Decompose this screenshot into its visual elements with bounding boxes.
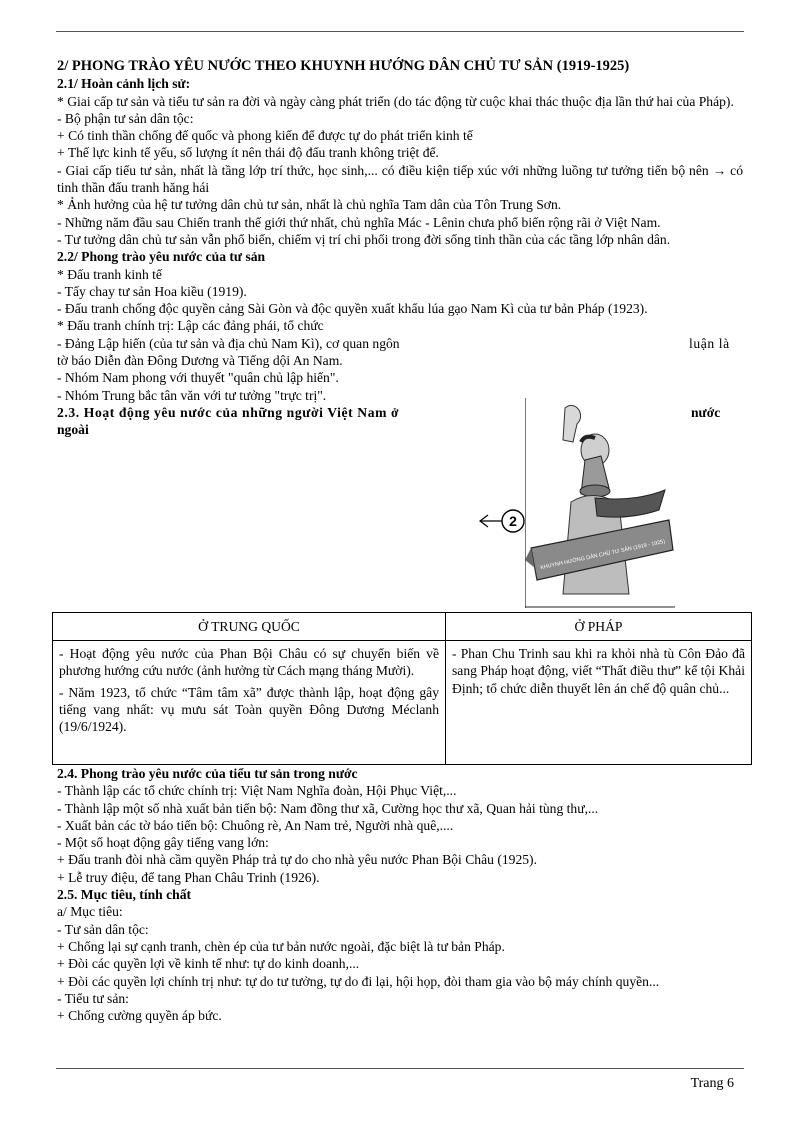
list-item: + Lễ truy điệu, để tang Phan Châu Trinh (1926). — [57, 869, 320, 885]
section-2-3-title-left: 2.3. Hoạt động yêu nước của những người Việt Nam ở — [57, 404, 400, 420]
column-header-france: Ở PHÁP — [446, 613, 752, 641]
paragraph: - Tư tưởng dân chủ tư sản vẫn phổ biến, chiếm vị trí chi phối trong đời sống tinh thần của các tầng lớp nhân dân. — [57, 231, 671, 247]
header-rule — [56, 31, 744, 32]
arrow-badge-icon — [476, 506, 526, 536]
section-heading: 2/ PHONG TRÀO YÊU NƯỚC THEO KHUYNH HƯỚNG DÂN CHỦ TƯ SẢN (1919-1925) — [57, 58, 630, 74]
paragraph: - Bộ phận tư sản dân tộc: — [57, 110, 194, 126]
comparison-table — [52, 612, 752, 765]
upper-content — [57, 58, 743, 439]
page-number: Trang 6 — [690, 1076, 734, 1091]
propaganda-illustration — [525, 398, 675, 608]
paragraph: tờ báo Diễn đàn Đông Dương và Tiếng dội An Nam. — [57, 353, 343, 369]
paragraph: + Đòi các quyền lợi về kinh tế như: tự do kinh doanh,... — [57, 956, 360, 972]
paragraph: a/ Mục tiêu: — [57, 904, 123, 920]
section-2-1-title: 2.1/ Hoàn cảnh lịch sử: — [57, 76, 191, 92]
paragraph-left: - Đảng Lập hiến (của tư sản và địa chủ Nam Kì), cơ quan ngôn — [57, 335, 400, 351]
paragraph: - Giai cấp tiểu tư sản, nhất là tầng lớp trí thức, học sinh,... có điều kiện tiếp xúc với những luồng tư tưởng tiến bộ nên → có tinh thần đấu tranh hăng hái — [57, 162, 743, 196]
cell-china — [53, 641, 446, 765]
list-item: - Xuất bản các tờ báo tiến bộ: Chuông rè, An Nam trẻ, Người nhà quê,.... — [57, 817, 454, 833]
paragraph-wrap — [57, 335, 743, 352]
cell-paragraph: - Hoạt động yêu nước của Phan Bội Châu có sự chuyển biến về phương hướng cứu nước (ảnh hưởng từ Cách mạng tháng Mười). — [59, 646, 439, 679]
paragraph: - Đấu tranh chống độc quyền cảng Sài Gòn và độc quyền xuất khẩu lúa gạo Nam Kì của tư bản Pháp (1923). — [57, 301, 648, 317]
section-2-4-title: 2.4. Phong trào yêu nước của tiểu tư sản trong nước — [57, 766, 358, 781]
banner-text: KHUYNH HƯỚNG DÂN CHỦ TƯ SẢN (1919 - 1925) — [539, 538, 666, 572]
list-item: - Thành lập một số nhà xuất bản tiến bộ: Nam đồng thư xã, Cường học thư xã, Quan hải tùng thư,... — [57, 800, 599, 816]
section-2-5-title: 2.5. Mục tiêu, tính chất — [57, 887, 192, 903]
paragraph: - Tiểu tư sản: — [57, 990, 129, 1006]
paragraph: - Nhóm Nam phong với thuyết "quân chủ lập hiến". — [57, 370, 339, 386]
paragraph: + Thế lực kinh tế yếu, số lượng ít nên thái độ đấu tranh không triệt để. — [57, 145, 439, 161]
badge-number: 2 — [509, 513, 517, 529]
paragraph: - Nhóm Trung bắc tân văn với tư tưởng "trực trị". — [57, 387, 327, 403]
paragraph: * Giai cấp tư sản và tiểu tư sản ra đời và ngày càng phát triển (do tác động từ cuộc khai thác thuộc địa lần thứ hai của Pháp). — [57, 93, 734, 109]
paragraph-right: luận là — [689, 335, 730, 351]
cell-paragraph: - Phan Chu Trinh sau khi ra khỏi nhà tù Côn Đảo đã sang Pháp hoạt động, viết “Thất điều thư” kể tội Khải Định; tổ chức diễn thuyết lên án chế độ quân chủ... — [452, 646, 745, 696]
paragraph: - Tư sản dân tộc: — [57, 921, 149, 937]
paragraph: - Những năm đầu sau Chiến tranh thế giới thứ nhất, chủ nghĩa Mác - Lênin chưa phổ biến rộng rãi ở Việt Nam. — [57, 214, 661, 230]
paragraph: * Ảnh hưởng của hệ tư tưởng dân chủ tư sản, nhất là chủ nghĩa Tam dân của Tôn Trung Sơn. — [57, 197, 562, 213]
paragraph: + Có tinh thần chống đế quốc và phong kiến để được tự do phát triển kinh tế — [57, 128, 473, 144]
section-2-3-title-right: nước — [691, 404, 721, 420]
table-row — [53, 641, 752, 765]
list-item: + Đấu tranh đòi nhà cầm quyền Pháp trả tự do cho nhà yêu nước Phan Bội Châu (1925). — [57, 852, 537, 868]
footer-rule — [56, 1068, 744, 1069]
cell-france — [446, 641, 752, 765]
paragraph: * Đấu tranh chính trị: Lập các đảng phái, tổ chức — [57, 318, 324, 334]
section-2-3-title-cont: ngoài — [57, 422, 89, 438]
list-item: - Một số hoạt động gây tiếng vang lớn: — [57, 835, 269, 851]
column-header-china: Ở TRUNG QUỐC — [53, 613, 446, 641]
cell-paragraph: - Năm 1923, tổ chức “Tâm tâm xã” được thành lập, hoạt động gây tiếng vang nhất: vụ mưu sát Toàn quyền Đông Dương Méclanh (19/6/1924). — [59, 684, 439, 735]
lower-content — [57, 765, 743, 1024]
paragraph: + Đòi các quyền lợi chính trị như: tự do tư tưởng, tự do đi lại, hội họp, đòi tham gia vào bộ máy chính quyền... — [57, 973, 660, 989]
list-item: - Thành lập các tổ chức chính trị: Việt Nam Nghĩa đoàn, Hội Phục Việt,... — [57, 783, 457, 799]
section-2-2-title: 2.2/ Phong trào yêu nước của tư sản — [57, 249, 266, 265]
table-header-row — [53, 613, 752, 641]
paragraph: + Chống cường quyền áp bức. — [57, 1008, 222, 1024]
paragraph: * Đấu tranh kinh tế — [57, 266, 162, 282]
paragraph: + Chống lại sự cạnh tranh, chèn ép của tư bản nước ngoài, đặc biệt là tư bản Pháp. — [57, 938, 505, 954]
paragraph: - Tẩy chay tư sản Hoa kiều (1919). — [57, 283, 247, 299]
